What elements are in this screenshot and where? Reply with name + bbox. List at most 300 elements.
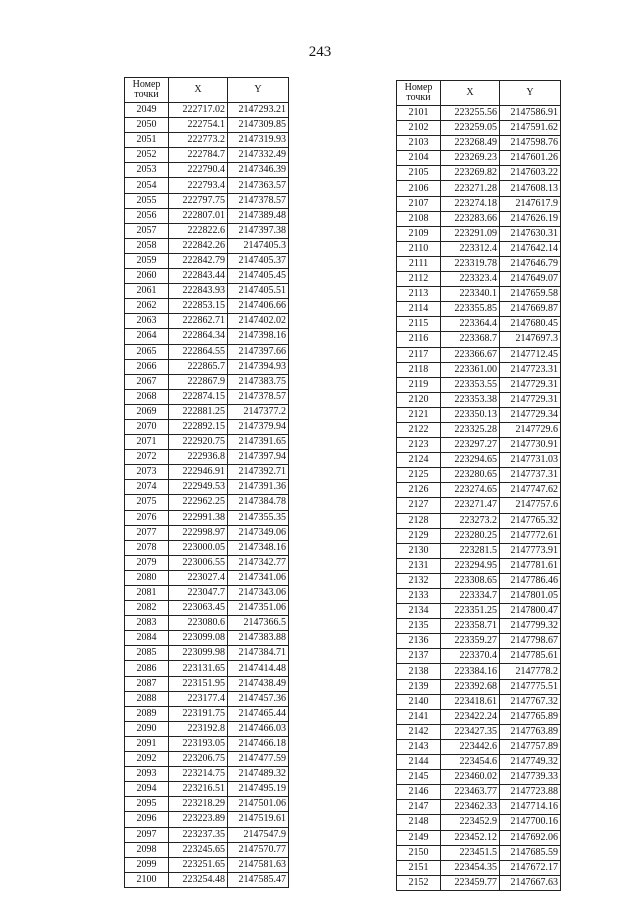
x-coordinate-cell: 223340.1 bbox=[441, 287, 500, 302]
x-coordinate-cell: 223359.27 bbox=[441, 634, 500, 649]
x-coordinate-cell: 222865.7 bbox=[169, 359, 228, 374]
x-coordinate-cell: 222853.15 bbox=[169, 299, 228, 314]
table-row bbox=[125, 601, 289, 616]
y-coordinate-cell: 2147773.91 bbox=[500, 543, 561, 558]
y-coordinate-cell: 2147778.2 bbox=[500, 664, 561, 679]
coordinates-table-left bbox=[124, 77, 289, 888]
table-row bbox=[397, 875, 561, 890]
x-coordinate-cell: 223355.85 bbox=[441, 302, 500, 317]
table-row bbox=[397, 377, 561, 392]
y-coordinate-cell: 2147389.48 bbox=[228, 208, 289, 223]
table-row bbox=[397, 709, 561, 724]
x-coordinate-cell: 223273.2 bbox=[441, 513, 500, 528]
point-number-cell: 2064 bbox=[125, 329, 169, 344]
x-coordinate-cell: 223353.55 bbox=[441, 377, 500, 392]
x-coordinate-cell: 222843.93 bbox=[169, 284, 228, 299]
point-number-cell: 2144 bbox=[397, 755, 441, 770]
y-coordinate-cell: 2147608.13 bbox=[500, 181, 561, 196]
table-row bbox=[125, 827, 289, 842]
table-row bbox=[397, 121, 561, 136]
table-row bbox=[125, 616, 289, 631]
point-number-cell: 2099 bbox=[125, 857, 169, 872]
point-number-cell: 2068 bbox=[125, 389, 169, 404]
x-coordinate-cell: 222862.71 bbox=[169, 314, 228, 329]
y-coordinate-cell: 2147747.62 bbox=[500, 483, 561, 498]
point-number-cell: 2057 bbox=[125, 223, 169, 238]
point-number-cell: 2110 bbox=[397, 241, 441, 256]
x-coordinate-cell: 222717.02 bbox=[169, 103, 228, 118]
table-row bbox=[125, 812, 289, 827]
x-coordinate-cell: 222843.44 bbox=[169, 269, 228, 284]
y-coordinate-cell: 2147700.16 bbox=[500, 815, 561, 830]
point-number-cell: 2065 bbox=[125, 344, 169, 359]
x-coordinate-cell: 222998.97 bbox=[169, 525, 228, 540]
point-number-cell: 2063 bbox=[125, 314, 169, 329]
y-coordinate-cell: 2147669.87 bbox=[500, 302, 561, 317]
table-row bbox=[397, 392, 561, 407]
table-row bbox=[397, 211, 561, 226]
y-coordinate-cell: 2147712.45 bbox=[500, 347, 561, 362]
point-number-cell: 2108 bbox=[397, 211, 441, 226]
table-row bbox=[397, 724, 561, 739]
table-row bbox=[125, 857, 289, 872]
table-row bbox=[125, 631, 289, 646]
x-coordinate-cell: 223206.75 bbox=[169, 752, 228, 767]
x-coordinate-cell: 222773.2 bbox=[169, 133, 228, 148]
x-coordinate-cell: 223297.27 bbox=[441, 438, 500, 453]
point-number-cell: 2147 bbox=[397, 800, 441, 815]
x-coordinate-cell: 223063.45 bbox=[169, 601, 228, 616]
table-row bbox=[125, 314, 289, 329]
y-coordinate-cell: 2147757.6 bbox=[500, 498, 561, 513]
y-coordinate-cell: 2147495.19 bbox=[228, 782, 289, 797]
point-number-cell: 2098 bbox=[125, 842, 169, 857]
y-coordinate-cell: 2147465.44 bbox=[228, 706, 289, 721]
point-number-cell: 2135 bbox=[397, 619, 441, 634]
x-coordinate-cell: 223274.18 bbox=[441, 196, 500, 211]
table-row bbox=[125, 299, 289, 314]
table-row bbox=[397, 196, 561, 211]
x-coordinate-cell: 222864.55 bbox=[169, 344, 228, 359]
y-coordinate-cell: 2147405.37 bbox=[228, 253, 289, 268]
point-number-cell: 2138 bbox=[397, 664, 441, 679]
y-coordinate-cell: 2147781.61 bbox=[500, 558, 561, 573]
y-coordinate-cell: 2147349.06 bbox=[228, 525, 289, 540]
y-coordinate-cell: 2147630.31 bbox=[500, 226, 561, 241]
y-coordinate-cell: 2147466.03 bbox=[228, 721, 289, 736]
x-coordinate-cell: 223361.00 bbox=[441, 362, 500, 377]
table-row bbox=[397, 453, 561, 468]
point-number-cell: 2092 bbox=[125, 752, 169, 767]
x-coordinate-cell: 223214.75 bbox=[169, 767, 228, 782]
table-row bbox=[125, 419, 289, 434]
point-number-cell: 2069 bbox=[125, 404, 169, 419]
point-number-cell: 2115 bbox=[397, 317, 441, 332]
y-coordinate-cell: 2147366.5 bbox=[228, 616, 289, 631]
y-coordinate-cell: 2147391.65 bbox=[228, 435, 289, 450]
x-coordinate-cell: 223308.65 bbox=[441, 573, 500, 588]
x-coordinate-cell: 223245.65 bbox=[169, 842, 228, 857]
table-row bbox=[125, 540, 289, 555]
y-coordinate-cell: 2147405.45 bbox=[228, 269, 289, 284]
table-row bbox=[125, 842, 289, 857]
y-coordinate-cell: 2147397.94 bbox=[228, 450, 289, 465]
y-coordinate-cell: 2147377.2 bbox=[228, 404, 289, 419]
x-coordinate-cell: 223193.05 bbox=[169, 736, 228, 751]
point-number-cell: 2124 bbox=[397, 453, 441, 468]
x-coordinate-cell: 223454.35 bbox=[441, 860, 500, 875]
table-row bbox=[125, 646, 289, 661]
point-number-cell: 2056 bbox=[125, 208, 169, 223]
point-number-cell: 2133 bbox=[397, 589, 441, 604]
point-number-cell: 2106 bbox=[397, 181, 441, 196]
table-row bbox=[397, 619, 561, 634]
table-row bbox=[397, 739, 561, 754]
point-number-cell: 2095 bbox=[125, 797, 169, 812]
table-row bbox=[125, 223, 289, 238]
point-number-cell: 2120 bbox=[397, 392, 441, 407]
x-coordinate-cell: 223353.38 bbox=[441, 392, 500, 407]
x-coordinate-cell: 223192.8 bbox=[169, 721, 228, 736]
y-coordinate-cell: 2147786.46 bbox=[500, 573, 561, 588]
x-coordinate-cell: 223370.4 bbox=[441, 649, 500, 664]
table-row bbox=[397, 604, 561, 619]
x-coordinate-cell: 222991.38 bbox=[169, 510, 228, 525]
y-coordinate-cell: 2147729.31 bbox=[500, 377, 561, 392]
y-coordinate-cell: 2147692.06 bbox=[500, 830, 561, 845]
y-coordinate-cell: 2147414.48 bbox=[228, 661, 289, 676]
y-coordinate-cell: 2147723.88 bbox=[500, 785, 561, 800]
x-coordinate-cell: 222920.75 bbox=[169, 435, 228, 450]
table-row bbox=[125, 872, 289, 887]
point-number-cell: 2122 bbox=[397, 422, 441, 437]
x-coordinate-cell: 223274.65 bbox=[441, 483, 500, 498]
y-coordinate-cell: 2147348.16 bbox=[228, 540, 289, 555]
table-row bbox=[397, 573, 561, 588]
y-coordinate-cell: 2147749.32 bbox=[500, 755, 561, 770]
x-coordinate-cell: 223291.09 bbox=[441, 226, 500, 241]
point-number-cell: 2123 bbox=[397, 438, 441, 453]
table-row bbox=[125, 404, 289, 419]
point-number-cell: 2067 bbox=[125, 374, 169, 389]
x-coordinate-cell: 223177.4 bbox=[169, 691, 228, 706]
table-row bbox=[125, 178, 289, 193]
point-number-cell: 2137 bbox=[397, 649, 441, 664]
table-row bbox=[125, 284, 289, 299]
y-coordinate-cell: 2147714.16 bbox=[500, 800, 561, 815]
point-number-cell: 2060 bbox=[125, 269, 169, 284]
point-number-cell: 2126 bbox=[397, 483, 441, 498]
point-number-cell: 2073 bbox=[125, 465, 169, 480]
x-coordinate-cell: 223294.95 bbox=[441, 558, 500, 573]
x-coordinate-cell: 223452.9 bbox=[441, 815, 500, 830]
point-number-cell: 2050 bbox=[125, 118, 169, 133]
point-number-cell: 2049 bbox=[125, 103, 169, 118]
point-number-cell: 2132 bbox=[397, 573, 441, 588]
point-number-cell: 2100 bbox=[125, 872, 169, 887]
x-coordinate-cell: 223451.5 bbox=[441, 845, 500, 860]
x-coordinate-cell: 223294.65 bbox=[441, 453, 500, 468]
table-row bbox=[125, 329, 289, 344]
x-coordinate-cell: 223216.51 bbox=[169, 782, 228, 797]
x-coordinate-cell: 223223.89 bbox=[169, 812, 228, 827]
y-coordinate-cell: 2147739.33 bbox=[500, 770, 561, 785]
x-coordinate-cell: 223460.02 bbox=[441, 770, 500, 785]
table-row bbox=[397, 151, 561, 166]
table-row bbox=[125, 721, 289, 736]
table-row bbox=[397, 679, 561, 694]
y-coordinate-cell: 2147402.02 bbox=[228, 314, 289, 329]
point-number-header: Номер точки bbox=[125, 78, 169, 103]
y-coordinate-cell: 2147680.45 bbox=[500, 317, 561, 332]
y-coordinate-cell: 2147391.36 bbox=[228, 480, 289, 495]
point-number-cell: 2054 bbox=[125, 178, 169, 193]
point-number-cell: 2118 bbox=[397, 362, 441, 377]
y-coordinate-cell: 2147591.62 bbox=[500, 121, 561, 136]
point-number-cell: 2093 bbox=[125, 767, 169, 782]
table-row bbox=[125, 752, 289, 767]
y-coordinate-cell: 2147457.36 bbox=[228, 691, 289, 706]
x-coordinate-cell: 223312.4 bbox=[441, 241, 500, 256]
table-row bbox=[125, 570, 289, 585]
x-coordinate-cell: 223271.28 bbox=[441, 181, 500, 196]
x-coordinate-cell: 222936.8 bbox=[169, 450, 228, 465]
x-coordinate-cell: 222949.53 bbox=[169, 480, 228, 495]
point-number-cell: 2071 bbox=[125, 435, 169, 450]
x-coordinate-cell: 223269.82 bbox=[441, 166, 500, 181]
x-coordinate-cell: 223325.28 bbox=[441, 422, 500, 437]
point-number-cell: 2134 bbox=[397, 604, 441, 619]
table-row bbox=[397, 332, 561, 347]
y-coordinate-cell: 2147586.91 bbox=[500, 106, 561, 121]
point-number-cell: 2116 bbox=[397, 332, 441, 347]
y-coordinate-cell: 2147397.66 bbox=[228, 344, 289, 359]
x-coordinate-cell: 223452.12 bbox=[441, 830, 500, 845]
x-coordinate-cell: 222867.9 bbox=[169, 374, 228, 389]
point-number-cell: 2128 bbox=[397, 513, 441, 528]
x-coordinate-cell: 223368.7 bbox=[441, 332, 500, 347]
x-coordinate-cell: 223462.33 bbox=[441, 800, 500, 815]
table-row bbox=[397, 649, 561, 664]
table-row bbox=[397, 815, 561, 830]
table-row bbox=[397, 755, 561, 770]
table-row bbox=[125, 555, 289, 570]
y-coordinate-cell: 2147355.35 bbox=[228, 510, 289, 525]
point-number-cell: 2072 bbox=[125, 450, 169, 465]
y-coordinate-cell: 2147501.06 bbox=[228, 797, 289, 812]
table-row bbox=[397, 407, 561, 422]
y-coordinate-cell: 2147772.61 bbox=[500, 528, 561, 543]
table-row bbox=[125, 465, 289, 480]
table-row bbox=[125, 208, 289, 223]
x-coordinate-cell: 223099.08 bbox=[169, 631, 228, 646]
point-number-cell: 2117 bbox=[397, 347, 441, 362]
table-row bbox=[397, 241, 561, 256]
point-number-cell: 2141 bbox=[397, 709, 441, 724]
point-number-cell: 2079 bbox=[125, 555, 169, 570]
x-coordinate-cell: 222864.34 bbox=[169, 329, 228, 344]
y-coordinate-cell: 2147800.47 bbox=[500, 604, 561, 619]
x-coordinate-cell: 223454.6 bbox=[441, 755, 500, 770]
point-number-cell: 2076 bbox=[125, 510, 169, 525]
x-coordinate-cell: 223418.61 bbox=[441, 694, 500, 709]
point-number-cell: 2152 bbox=[397, 875, 441, 890]
table-row bbox=[397, 845, 561, 860]
x-coordinate-cell: 223259.05 bbox=[441, 121, 500, 136]
table-row bbox=[397, 438, 561, 453]
x-coordinate-cell: 223364.4 bbox=[441, 317, 500, 332]
table-row bbox=[397, 830, 561, 845]
y-coordinate-cell: 2147723.31 bbox=[500, 362, 561, 377]
table-row bbox=[125, 736, 289, 751]
point-number-cell: 2066 bbox=[125, 359, 169, 374]
table-row bbox=[397, 272, 561, 287]
x-coordinate-cell: 223366.67 bbox=[441, 347, 500, 362]
table-row bbox=[125, 782, 289, 797]
point-number-cell: 2088 bbox=[125, 691, 169, 706]
point-number-cell: 2101 bbox=[397, 106, 441, 121]
table-row bbox=[397, 422, 561, 437]
y-coordinate-cell: 2147685.59 bbox=[500, 845, 561, 860]
table-row bbox=[397, 347, 561, 362]
point-number-cell: 2087 bbox=[125, 676, 169, 691]
y-coordinate-cell: 2147649.07 bbox=[500, 272, 561, 287]
x-coordinate-cell: 222962.25 bbox=[169, 495, 228, 510]
table-row bbox=[397, 166, 561, 181]
point-number-cell: 2149 bbox=[397, 830, 441, 845]
point-number-cell: 2055 bbox=[125, 193, 169, 208]
y-coordinate-cell: 2147363.57 bbox=[228, 178, 289, 193]
y-coordinate-cell: 2147626.19 bbox=[500, 211, 561, 226]
y-coordinate-cell: 2147293.21 bbox=[228, 103, 289, 118]
x-coordinate-cell: 223281.5 bbox=[441, 543, 500, 558]
point-number-cell: 2078 bbox=[125, 540, 169, 555]
table-row bbox=[397, 513, 561, 528]
y-coordinate-cell: 2147405.3 bbox=[228, 238, 289, 253]
x-header: X bbox=[169, 78, 228, 103]
coordinates-table-right bbox=[396, 80, 561, 891]
y-coordinate-cell: 2147801.05 bbox=[500, 589, 561, 604]
y-coordinate-cell: 2147765.32 bbox=[500, 513, 561, 528]
table-row bbox=[125, 676, 289, 691]
x-coordinate-cell: 223099.98 bbox=[169, 646, 228, 661]
table-row bbox=[125, 133, 289, 148]
x-coordinate-cell: 223006.55 bbox=[169, 555, 228, 570]
x-coordinate-cell: 223334.7 bbox=[441, 589, 500, 604]
point-number-cell: 2148 bbox=[397, 815, 441, 830]
x-coordinate-cell: 222793.4 bbox=[169, 178, 228, 193]
table-row bbox=[125, 103, 289, 118]
table-row bbox=[397, 468, 561, 483]
point-number-cell: 2139 bbox=[397, 679, 441, 694]
point-number-cell: 2086 bbox=[125, 661, 169, 676]
point-number-cell: 2089 bbox=[125, 706, 169, 721]
x-coordinate-cell: 223384.16 bbox=[441, 664, 500, 679]
x-coordinate-cell: 223268.49 bbox=[441, 136, 500, 151]
x-coordinate-cell: 222807.01 bbox=[169, 208, 228, 223]
table-row bbox=[397, 136, 561, 151]
point-number-cell: 2107 bbox=[397, 196, 441, 211]
point-number-cell: 2102 bbox=[397, 121, 441, 136]
table-row bbox=[397, 483, 561, 498]
table-row bbox=[397, 543, 561, 558]
x-coordinate-cell: 222946.91 bbox=[169, 465, 228, 480]
point-number-cell: 2058 bbox=[125, 238, 169, 253]
point-number-cell: 2053 bbox=[125, 163, 169, 178]
point-number-cell: 2094 bbox=[125, 782, 169, 797]
point-number-cell: 2127 bbox=[397, 498, 441, 513]
point-number-cell: 2121 bbox=[397, 407, 441, 422]
table-row bbox=[125, 691, 289, 706]
point-number-cell: 2081 bbox=[125, 586, 169, 601]
table-row bbox=[397, 770, 561, 785]
table-row bbox=[397, 181, 561, 196]
y-coordinate-cell: 2147406.66 bbox=[228, 299, 289, 314]
x-coordinate-cell: 223271.47 bbox=[441, 498, 500, 513]
table-row bbox=[125, 435, 289, 450]
y-coordinate-cell: 2147351.06 bbox=[228, 601, 289, 616]
table-row bbox=[125, 118, 289, 133]
table-row bbox=[125, 706, 289, 721]
x-coordinate-cell: 222874.15 bbox=[169, 389, 228, 404]
y-coordinate-cell: 2147378.57 bbox=[228, 193, 289, 208]
table-row bbox=[397, 362, 561, 377]
y-coordinate-cell: 2147585.47 bbox=[228, 872, 289, 887]
point-number-cell: 2091 bbox=[125, 736, 169, 751]
y-coordinate-cell: 2147466.18 bbox=[228, 736, 289, 751]
x-coordinate-cell: 223000.05 bbox=[169, 540, 228, 555]
x-coordinate-cell: 223027.4 bbox=[169, 570, 228, 585]
x-coordinate-cell: 223131.65 bbox=[169, 661, 228, 676]
x-coordinate-cell: 223442.6 bbox=[441, 739, 500, 754]
x-coordinate-cell: 223463.77 bbox=[441, 785, 500, 800]
y-coordinate-cell: 2147477.59 bbox=[228, 752, 289, 767]
point-number-cell: 2104 bbox=[397, 151, 441, 166]
point-number-cell: 2131 bbox=[397, 558, 441, 573]
y-coordinate-cell: 2147581.63 bbox=[228, 857, 289, 872]
y-coordinate-cell: 2147603.22 bbox=[500, 166, 561, 181]
point-number-cell: 2112 bbox=[397, 272, 441, 287]
table-row bbox=[397, 106, 561, 121]
point-number-cell: 2059 bbox=[125, 253, 169, 268]
x-coordinate-cell: 223392.68 bbox=[441, 679, 500, 694]
x-coordinate-cell: 223151.95 bbox=[169, 676, 228, 691]
point-number-cell: 2080 bbox=[125, 570, 169, 585]
point-number-cell: 2113 bbox=[397, 287, 441, 302]
x-coordinate-cell: 222892.15 bbox=[169, 419, 228, 434]
y-coordinate-cell: 2147731.03 bbox=[500, 453, 561, 468]
point-number-cell: 2130 bbox=[397, 543, 441, 558]
y-coordinate-cell: 2147798.67 bbox=[500, 634, 561, 649]
x-coordinate-cell: 223319.78 bbox=[441, 256, 500, 271]
table-row bbox=[125, 148, 289, 163]
point-number-cell: 2096 bbox=[125, 812, 169, 827]
y-coordinate-cell: 2147342.77 bbox=[228, 555, 289, 570]
x-coordinate-cell: 222784.7 bbox=[169, 148, 228, 163]
table-row bbox=[397, 860, 561, 875]
y-coordinate-cell: 2147799.32 bbox=[500, 619, 561, 634]
y-coordinate-cell: 2147729.31 bbox=[500, 392, 561, 407]
x-coordinate-cell: 223427.35 bbox=[441, 724, 500, 739]
point-number-cell: 2136 bbox=[397, 634, 441, 649]
y-coordinate-cell: 2147392.71 bbox=[228, 465, 289, 480]
table-row bbox=[125, 193, 289, 208]
point-number-cell: 2103 bbox=[397, 136, 441, 151]
y-coordinate-cell: 2147398.16 bbox=[228, 329, 289, 344]
y-coordinate-cell: 2147378.57 bbox=[228, 389, 289, 404]
point-number-cell: 2051 bbox=[125, 133, 169, 148]
point-number-cell: 2062 bbox=[125, 299, 169, 314]
